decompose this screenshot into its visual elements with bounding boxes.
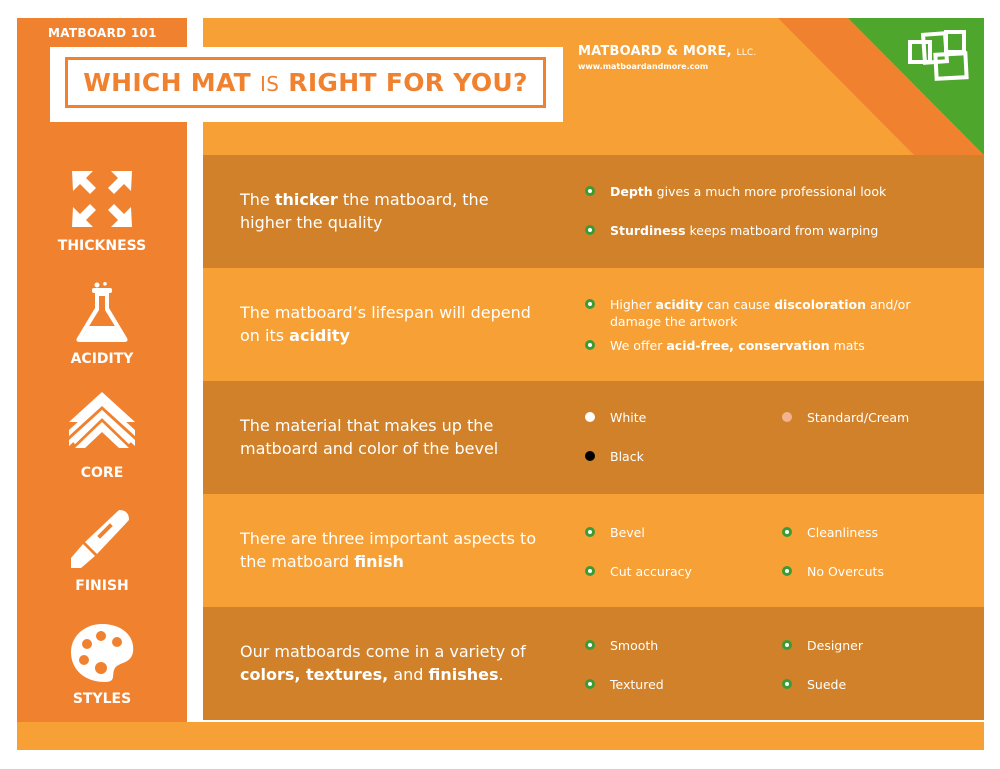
list-item: Cut accuracy [585, 563, 692, 580]
row-lead: There are three important aspects to the matboard finish [240, 529, 537, 571]
bullet-dot [585, 225, 595, 235]
bullet-dot [585, 527, 595, 537]
row-lead: The thicker the matboard, the higher the quality [240, 190, 489, 232]
list-item: Black [585, 448, 644, 465]
list-item: Designer [782, 637, 863, 654]
divider [187, 18, 203, 722]
list-item: Smooth [585, 637, 658, 654]
bullet-dot [782, 640, 792, 650]
footer-bar [17, 722, 984, 750]
label-finish: FINISH [75, 578, 129, 594]
expand-arrows-icon [67, 168, 137, 230]
title-part: WHICH MAT [83, 68, 252, 97]
flask-icon [67, 282, 137, 344]
row-acidity [203, 268, 984, 381]
row-styles [203, 607, 984, 720]
page-title [83, 68, 528, 97]
sidebar [17, 18, 187, 722]
list-item: Standard/Cream [782, 409, 909, 426]
white-swatch-dot [585, 412, 595, 422]
brand-name [578, 44, 756, 59]
bullet-dot [782, 527, 792, 537]
row-lead: The matboard’s lifespan will depend on its acidity [240, 303, 531, 345]
label-core: CORE [80, 465, 124, 481]
list-item: Higher acidity can cause discoloration and/or damage the artwork [585, 296, 915, 330]
bullet-dot [782, 566, 792, 576]
bullet-dot [585, 299, 595, 309]
layered-corner-icon [67, 392, 137, 454]
bullet-dot [585, 640, 595, 650]
row-core [203, 381, 984, 494]
row-lead: Our matboards come in a variety of colors, textures, and finishes. [240, 642, 526, 684]
bullet-dot [585, 340, 595, 350]
cream-swatch-dot [782, 412, 792, 422]
bullet-dot [585, 186, 595, 196]
list-item: Sturdiness keeps matboard from warping [585, 222, 878, 239]
brand-text: MATBOARD & MORE, [578, 44, 732, 59]
bullet-dot [585, 679, 595, 689]
list-item: Suede [782, 676, 846, 693]
label-thickness: THICKNESS [57, 238, 147, 254]
bullet-dot [585, 566, 595, 576]
list-item: Depth gives a much more professional look [585, 183, 886, 200]
label-acidity: ACIDITY [70, 351, 134, 367]
row-finish [203, 494, 984, 607]
brand-suffix: LLC. [736, 48, 757, 58]
title-frame [65, 57, 546, 108]
black-swatch-dot [585, 451, 595, 461]
brand-url: www.matboardandmore.com [578, 62, 709, 71]
label-styles: STYLES [72, 691, 132, 707]
row-thickness [203, 155, 984, 268]
list-item: Bevel [585, 524, 645, 541]
title-part: IS [260, 72, 280, 96]
bullet-dot [782, 679, 792, 689]
list-item: White [585, 409, 646, 426]
logo-icon [908, 28, 970, 88]
list-item: Cleanliness [782, 524, 878, 541]
list-item: No Overcuts [782, 563, 884, 580]
title-part: RIGHT FOR YOU? [288, 68, 528, 97]
list-item: Textured [585, 676, 664, 693]
eyebrow-label: MATBOARD 101 [48, 26, 157, 40]
row-lead: The material that makes up the matboard and color of the bevel [240, 416, 499, 458]
list-item: We offer acid-free, conservation mats [585, 337, 865, 354]
craft-knife-icon [67, 508, 137, 570]
paint-palette-icon [67, 622, 137, 684]
